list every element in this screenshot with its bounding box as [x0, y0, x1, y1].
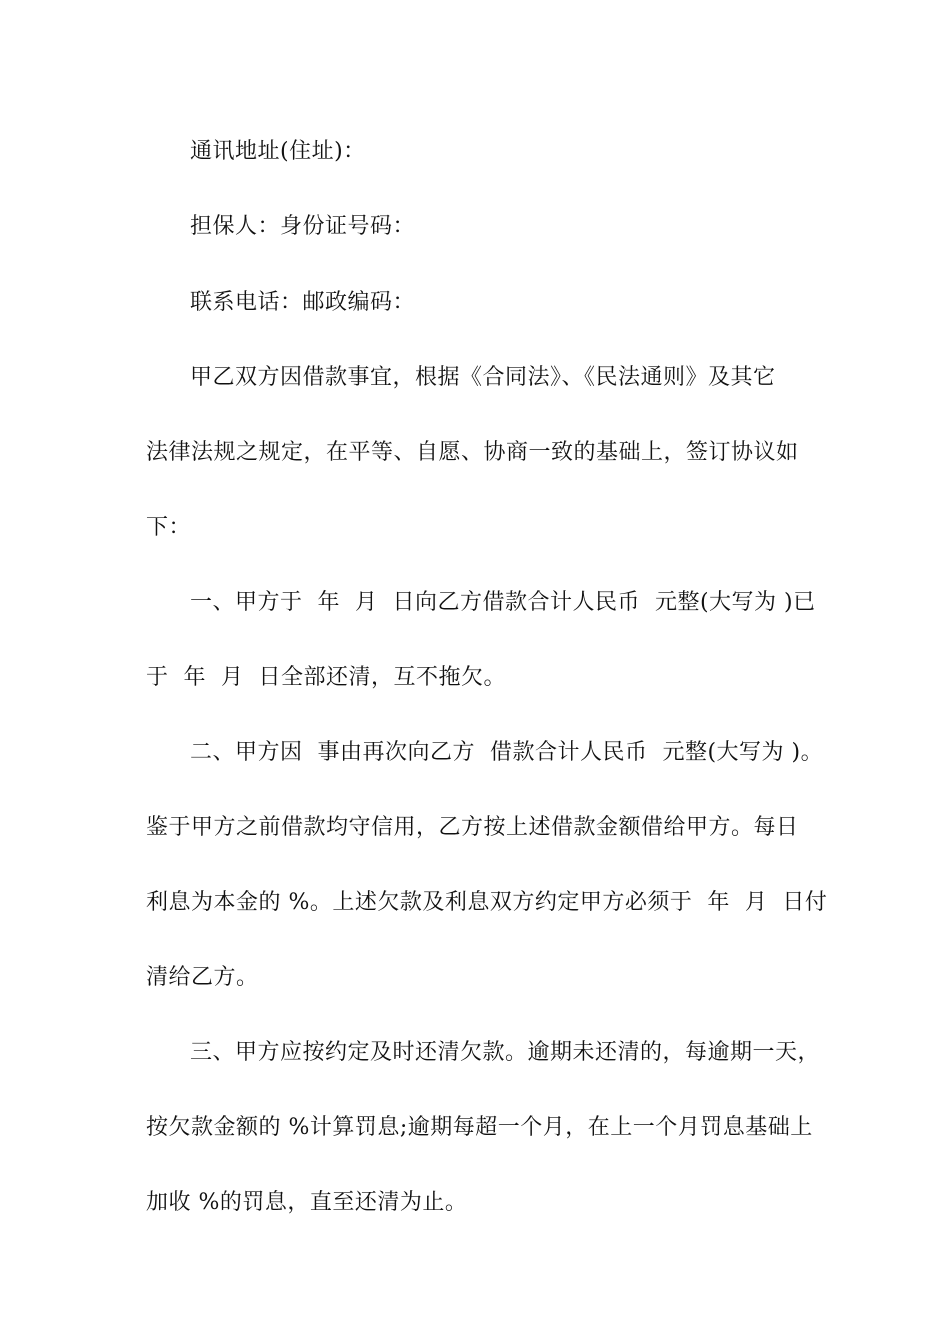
clause-1-line-2: 于 年 月 日全部还清，互不拖欠。 [146, 665, 506, 690]
clause-2-line-3: 利息为本金的 %。上述欠款及利息双方约定甲方必须于 年 月 日付 [146, 890, 828, 915]
preamble-line-2: 法律法规之规定，在平等、自愿、协商一致的基础上，签订协议如 [146, 440, 799, 465]
preamble-line-1: 甲乙双方因借款事宜，根据《合同法》、《民法通则》及其它 [190, 365, 776, 390]
clause-2-line-4: 清给乙方。 [146, 965, 259, 990]
clause-1-line-1: 一、甲方于 年 月 日向乙方借款合计人民币 元整(大写为 )已 [190, 590, 816, 615]
phone-postcode-line: 联系电话：邮政编码： [190, 290, 416, 315]
clause-3-line-1: 三、甲方应按约定及时还清欠款。逾期未还清的，每逾期一天， [190, 1040, 821, 1065]
guarantor-line: 担保人：身份证号码： [190, 214, 416, 239]
clause-2-line-1: 二、甲方因 事由再次向乙方 借款合计人民币 元整(大写为 )。 [190, 740, 824, 765]
preamble-line-3: 下： [146, 515, 192, 540]
clause-2-line-2: 鉴于甲方之前借款均守信用，乙方按上述借款金额借给甲方。每日 [146, 815, 799, 840]
contact-address-line: 通讯地址(住址)： [190, 139, 366, 164]
clause-3-line-2: 按欠款金额的 %计算罚息;逾期每超一个月，在上一个月罚息基础上 [146, 1115, 813, 1140]
clause-3-line-3: 加收 %的罚息，直至还清为止。 [146, 1190, 468, 1215]
